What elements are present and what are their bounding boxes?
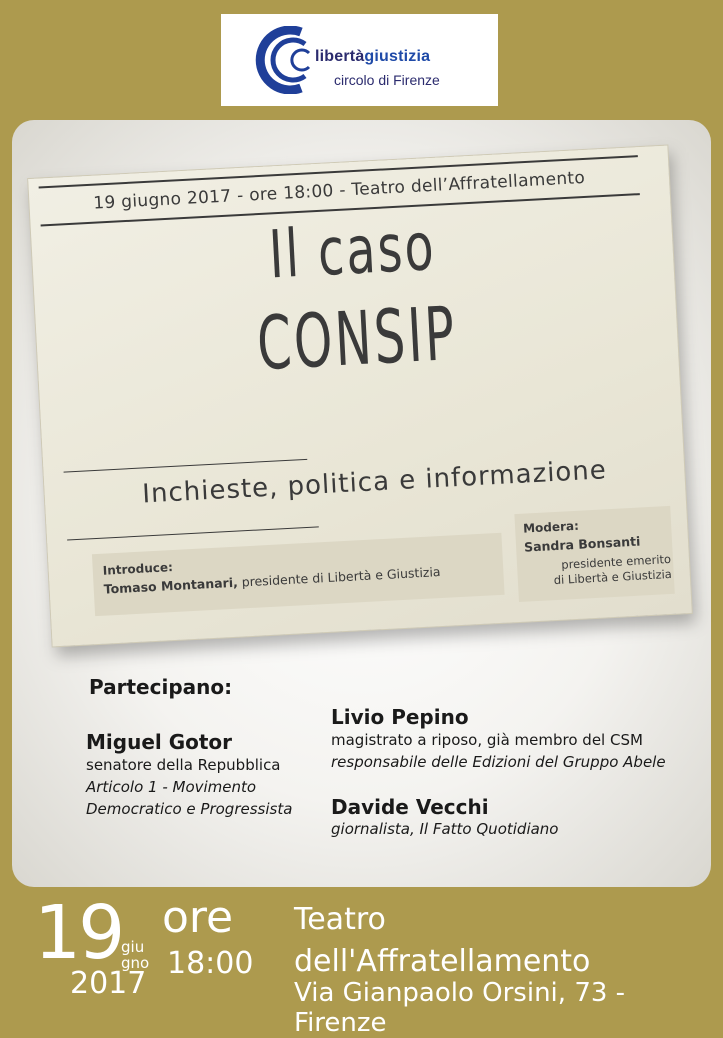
- logo: [221, 14, 498, 106]
- introduce-role: presidente di Libertà e Giustizia: [237, 564, 441, 590]
- participants-title: Partecipano:: [89, 675, 233, 699]
- participant-role: senatore della Repubblica: [86, 756, 281, 774]
- participant-affiliation: responsabile delle Edizioni del Gruppo Abele: [331, 753, 666, 771]
- title-line-2: CONSIP: [255, 290, 460, 388]
- divider: [64, 459, 308, 473]
- divider: [67, 526, 319, 540]
- participant-affiliation: Democratico e Progressista: [86, 800, 293, 818]
- event-year: 2017: [70, 966, 147, 1001]
- participant-name: Miguel Gotor: [86, 730, 233, 754]
- moderator-label: Modera:: [522, 518, 580, 536]
- participant-name: Davide Vecchi: [331, 795, 489, 819]
- moderator-name: Sandra Bonsanti: [523, 533, 641, 555]
- event-time: 18:00: [167, 946, 254, 981]
- event-date-line: 19 giugno 2017 - ore 18:00 - Teatro dell’Affratellamento: [92, 167, 586, 214]
- event-card: [28, 146, 692, 647]
- venue-line-1: Teatro: [294, 902, 386, 937]
- participant-affiliation: Articolo 1 - Movimento: [86, 778, 257, 796]
- introduce-name: Tomaso Montanari,: [103, 574, 239, 597]
- participant-affiliation: giornalista, Il Fatto Quotidiano: [331, 820, 559, 838]
- participant-name: Livio Pepino: [331, 705, 469, 729]
- participant-role: magistrato a riposo, già membro del CSM: [331, 731, 643, 749]
- moderator-box: [514, 506, 674, 602]
- introduce-box: [92, 533, 505, 616]
- venue-address: Via Gianpaolo Orsini, 73 - Firenze: [294, 978, 626, 1038]
- logo-subtitle: circolo di Firenze: [334, 72, 440, 88]
- liberta-giustizia-logo-icon: [253, 26, 315, 94]
- logo-name: libertàgiustizia: [315, 48, 431, 65]
- title-line-1: Il caso: [267, 207, 438, 294]
- moderator-role: presidente emerito di Libertà e Giustizia: [553, 551, 673, 588]
- event-month-part2: gno: [121, 954, 150, 972]
- event-ore-label: ore: [162, 892, 234, 943]
- venue-line-2: dell'Affratellamento: [294, 944, 591, 979]
- introduce-label: Introduce:: [102, 560, 174, 578]
- event-month-part1: giu: [121, 938, 145, 956]
- event-subtitle: Inchieste, politica e informazione: [141, 455, 608, 510]
- event-day: 19: [34, 890, 123, 976]
